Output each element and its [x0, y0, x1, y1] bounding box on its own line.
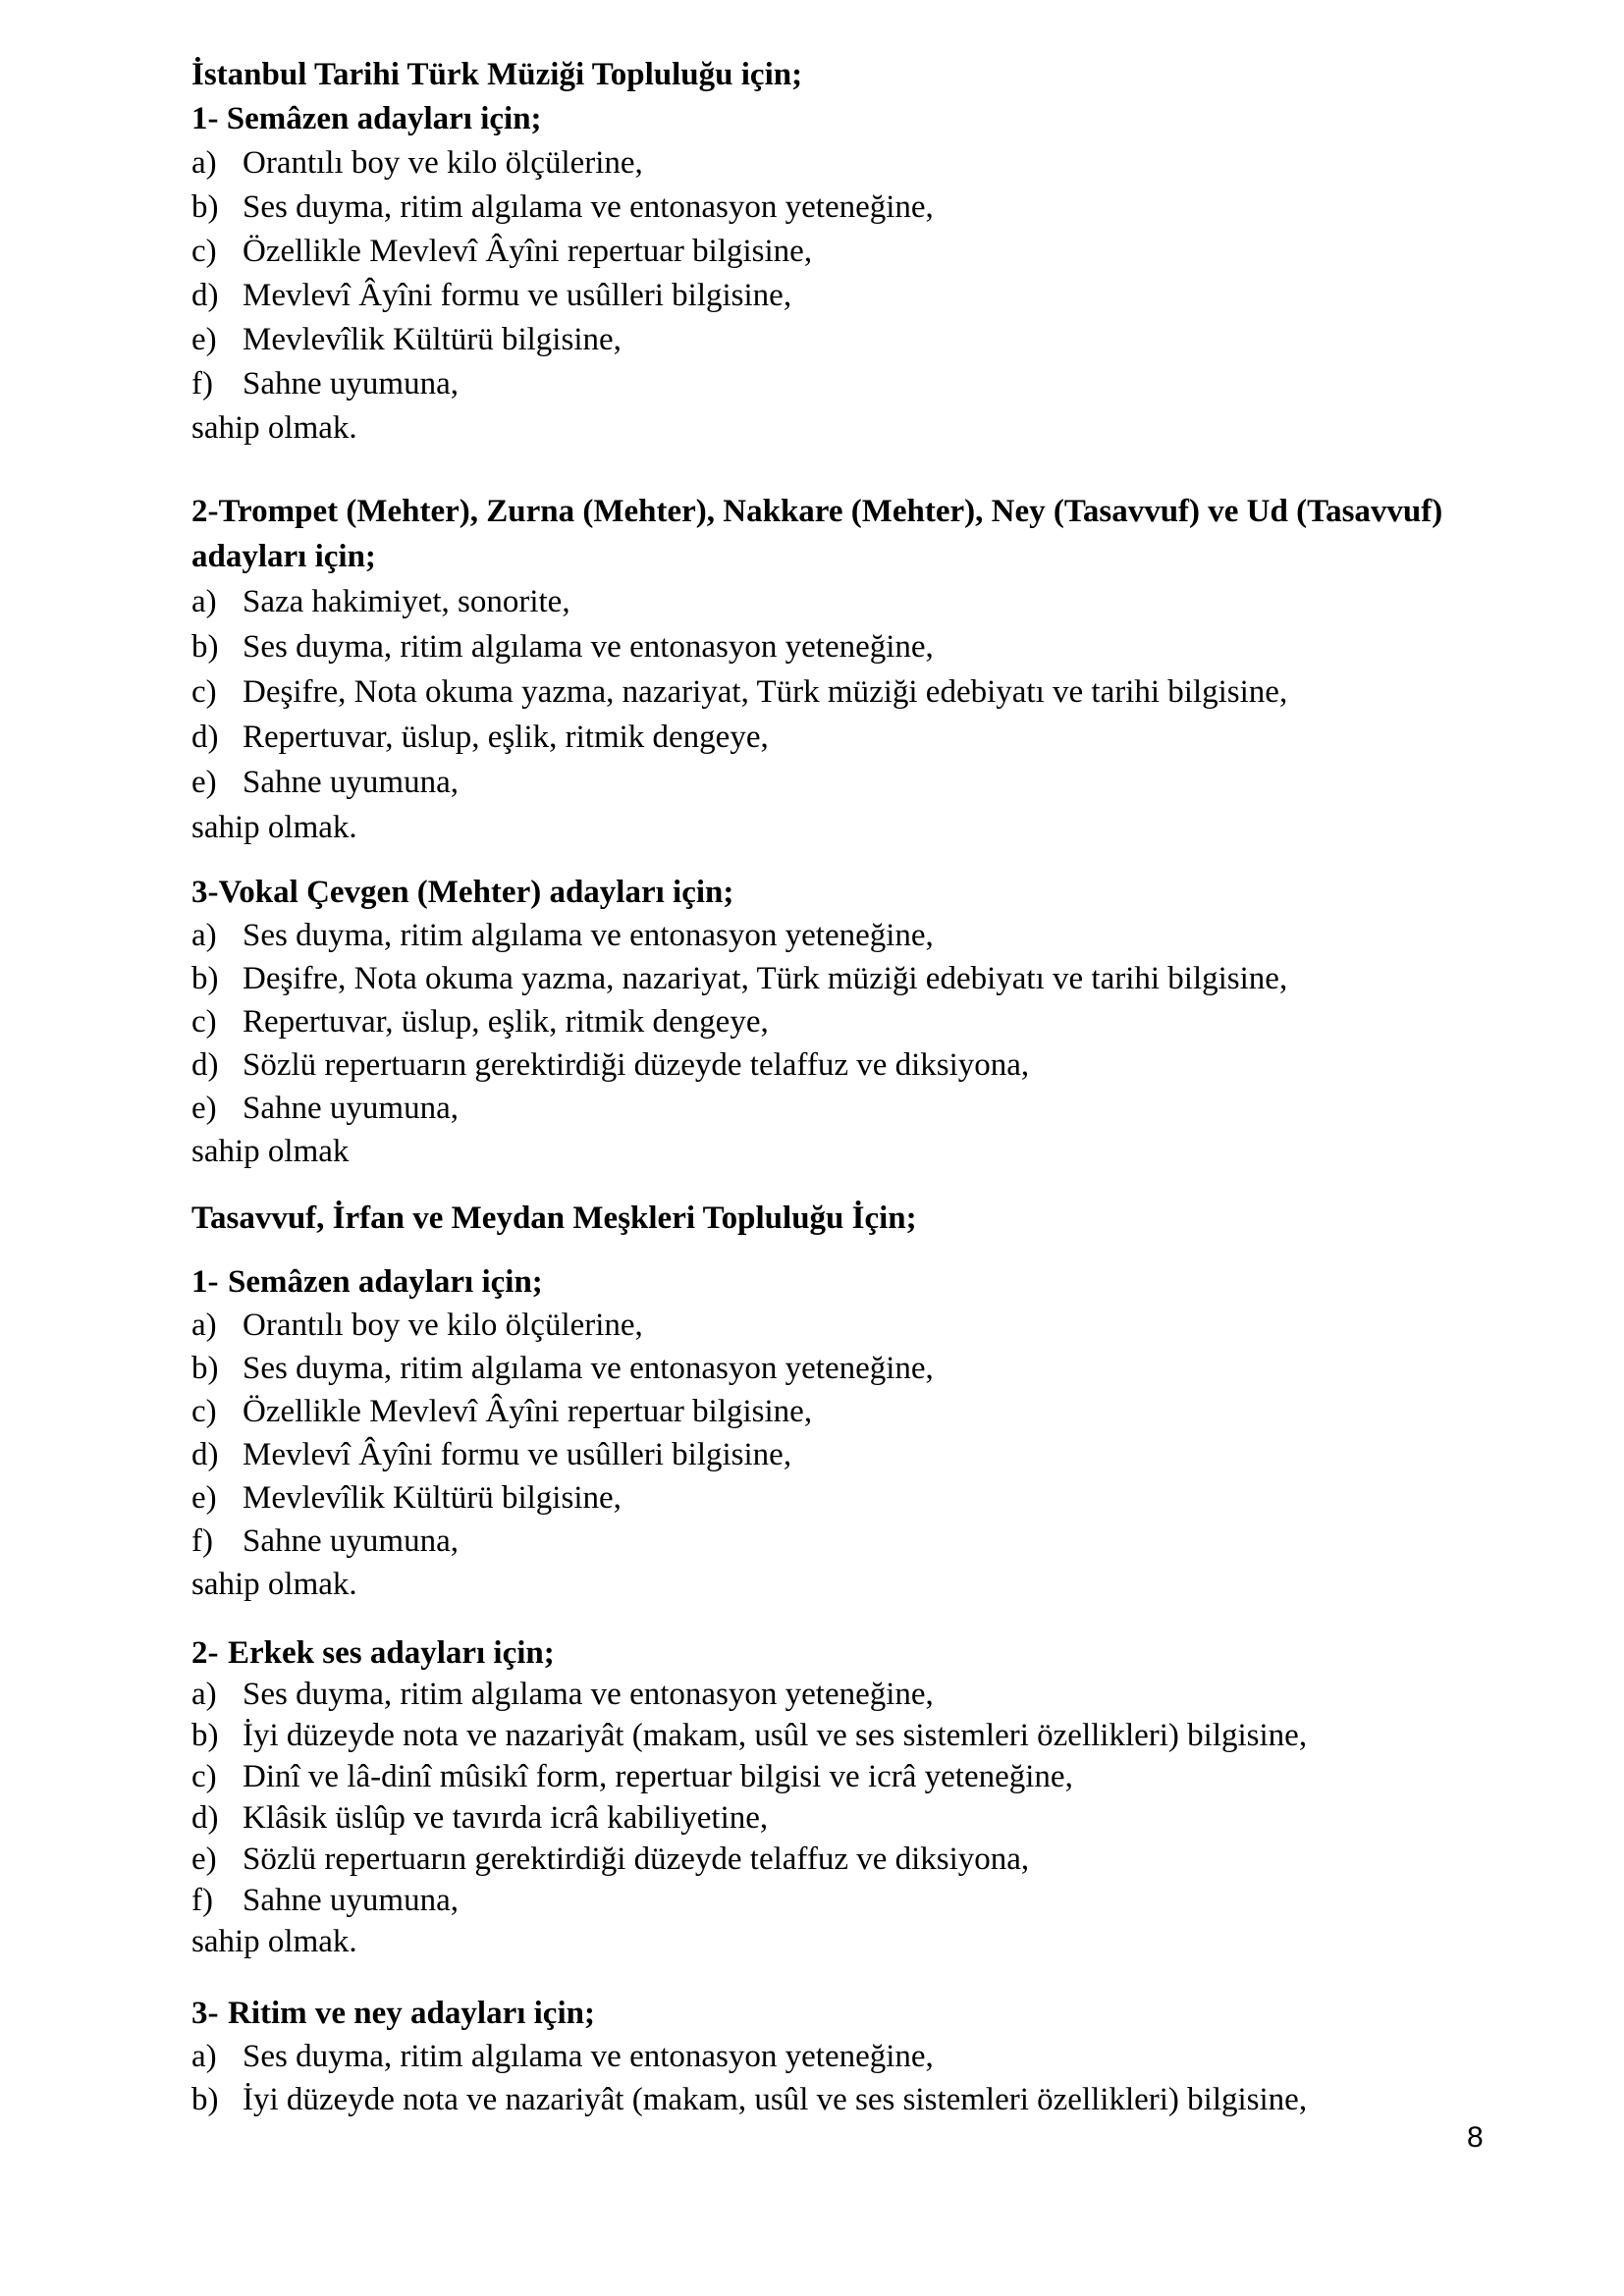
list-item [191, 579, 1467, 624]
section-vokal-cevgen [191, 871, 1467, 1173]
list-item [191, 715, 1467, 760]
list-marker: c) [191, 1394, 217, 1429]
list-marker: a) [191, 2039, 217, 2074]
list-marker: e) [191, 765, 217, 800]
list-marker: c) [191, 1759, 217, 1794]
list-marker: d) [191, 278, 219, 313]
list-item [191, 274, 1467, 318]
list-marker: a) [191, 1677, 217, 1712]
list-item [191, 1797, 1467, 1839]
list-text: Ses duyma, ritim algılama ve entonasyon yeteneğine, [243, 1677, 934, 1712]
group-title: Tasavvuf, İrfan ve Meydan Meşkleri Topluluğu İçin; [191, 1201, 917, 1236]
list-item [191, 318, 1467, 362]
list-marker: b) [191, 1718, 219, 1753]
list-item [191, 1433, 1467, 1476]
list-item [191, 1304, 1467, 1347]
list-marker: a) [191, 918, 217, 953]
section-ritim-ney [191, 1992, 1467, 2121]
list-marker: b) [191, 629, 219, 665]
list-item [191, 2078, 1467, 2121]
list-item [191, 1520, 1467, 1563]
section-number: 2- [191, 1635, 219, 1671]
closing-line: sahip olmak. [191, 1924, 357, 1959]
section-title-text: Semâzen adayları için; [228, 1264, 543, 1300]
list-item [191, 362, 1467, 406]
list-item [191, 230, 1467, 274]
list-text: Klâsik üslûp ve tavırda icrâ kabiliyetine, [243, 1800, 769, 1836]
closing-line: sahip olmak. [191, 1567, 357, 1602]
closing-line: sahip olmak [191, 1134, 350, 1169]
list-marker: f) [191, 1883, 213, 1918]
list-marker: a) [191, 145, 217, 181]
list-item [191, 760, 1467, 805]
list-item [191, 1839, 1467, 1880]
list-marker: e) [191, 1842, 217, 1877]
list-marker: d) [191, 1800, 219, 1836]
list-text: Ses duyma, ritim algılama ve entonasyon yeteneğine, [243, 1351, 934, 1386]
list-marker: c) [191, 1004, 217, 1040]
list-text: Sözlü repertuarın gerektirdiği düzeyde telaffuz ve diksiyona, [243, 1842, 1030, 1877]
section-title: İstanbul Tarihi Türk Müziği Topluluğu için; [191, 57, 803, 92]
list-text: Ses duyma, ritim algılama ve entonasyon yeteneğine, [243, 629, 934, 665]
list-item [191, 2035, 1467, 2078]
list-text: Orantılı boy ve kilo ölçülerine, [243, 1308, 643, 1343]
list-text: Saza hakimiyet, sonorite, [243, 584, 570, 619]
section-semazen-2 [191, 1260, 1467, 1606]
section-title [191, 1992, 1467, 2035]
list-marker: e) [191, 1091, 217, 1126]
list-marker: c) [191, 234, 217, 269]
list-text: Özellikle Mevlevî Âyîni repertuar bilgisine, [243, 1394, 813, 1429]
list-item [191, 1390, 1467, 1433]
list-marker: a) [191, 584, 217, 619]
list-text: Orantılı boy ve kilo ölçülerine, [243, 145, 643, 181]
list-text: İyi düzeyde nota ve nazariyât (makam, usûl ve ses sistemleri özellikleri) bilgisine, [243, 1718, 1308, 1753]
section-number: 3- [191, 1996, 219, 2031]
list-marker: d) [191, 1047, 219, 1083]
list-text: Mevlevî Âyîni formu ve usûlleri bilgisine, [243, 278, 792, 313]
list-marker: f) [191, 366, 213, 401]
list-item [191, 1347, 1467, 1390]
section-subtitle: 1- Semâzen adayları için; [191, 101, 542, 136]
list-item [191, 1756, 1467, 1797]
list-marker: b) [191, 1351, 219, 1386]
list-marker: d) [191, 720, 219, 755]
section-istanbul-tarihi [191, 53, 1467, 451]
closing-line: sahip olmak. [191, 810, 357, 845]
list-text: Sahne uyumuna, [243, 366, 459, 401]
list-item [191, 957, 1467, 1000]
section-title [191, 1632, 1467, 1674]
list-marker: b) [191, 961, 219, 996]
list-text: Ses duyma, ritim algılama ve entonasyon yeteneğine, [243, 189, 934, 225]
list-marker: d) [191, 1437, 219, 1472]
list-text: Özellikle Mevlevî Âyîni repertuar bilgisine, [243, 234, 813, 269]
list-marker: f) [191, 1523, 213, 1559]
list-text: Repertuvar, üslup, eşlik, ritmik dengeye, [243, 1004, 769, 1040]
list-item [191, 141, 1467, 186]
section-trompet-zurna-nakkare [191, 489, 1467, 850]
list-text: Sahne uyumuna, [243, 1091, 459, 1126]
list-item [191, 1043, 1467, 1087]
section-title-text: Ritim ve ney adayları için; [228, 1996, 595, 2031]
list-marker: e) [191, 322, 217, 357]
list-item [191, 914, 1467, 957]
section-title-text: Erkek ses adayları için; [228, 1635, 555, 1671]
list-text: Sözlü repertuarın gerektirdiği düzeyde telaffuz ve diksiyona, [243, 1047, 1030, 1083]
list-item [191, 1087, 1467, 1130]
list-marker: b) [191, 2082, 219, 2117]
section-title [191, 1260, 1467, 1304]
list-marker: c) [191, 674, 217, 710]
section-title: 3-Vokal Çevgen (Mehter) adayları için; [191, 875, 734, 910]
page-number: 8 [1467, 2121, 1484, 2154]
list-item [191, 1880, 1467, 1921]
list-text: Sahne uyumuna, [243, 1523, 459, 1559]
list-text: Repertuvar, üslup, eşlik, ritmik dengeye, [243, 720, 769, 755]
list-marker: a) [191, 1308, 217, 1343]
list-item [191, 624, 1467, 669]
list-marker: e) [191, 1480, 217, 1516]
section-title-line2: adayları için; [191, 539, 376, 574]
list-item [191, 669, 1467, 715]
list-text: Deşifre, Nota okuma yazma, nazariyat, Türk müziği edebiyatı ve tarihi bilgisine, [243, 961, 1288, 996]
list-text: Dinî ve lâ-dinî mûsikî form, repertuar bilgisi ve icrâ yeteneğine, [243, 1759, 1073, 1794]
list-text: Mevlevîlik Kültürü bilgisine, [243, 1480, 622, 1516]
list-text: Sahne uyumuna, [243, 1883, 459, 1918]
list-text: Sahne uyumuna, [243, 765, 459, 800]
list-text: Ses duyma, ritim algılama ve entonasyon yeteneğine, [243, 918, 934, 953]
list-text: Deşifre, Nota okuma yazma, nazariyat, Türk müziği edebiyatı ve tarihi bilgisine, [243, 674, 1288, 710]
section-title-line1: 2-Trompet (Mehter), Zurna (Mehter), Nakkare (Mehter), Ney (Tasavvuf) ve Ud (Tasavvuf) [191, 494, 1443, 529]
section-number: 1- [191, 1264, 219, 1300]
list-text: Mevlevî Âyîni formu ve usûlleri bilgisine, [243, 1437, 792, 1472]
list-text: Mevlevîlik Kültürü bilgisine, [243, 322, 622, 357]
closing-line: sahip olmak. [191, 410, 357, 446]
list-item [191, 1674, 1467, 1715]
list-item [191, 1000, 1467, 1043]
list-text: Ses duyma, ritim algılama ve entonasyon yeteneğine, [243, 2039, 934, 2074]
list-text: İyi düzeyde nota ve nazariyât (makam, usûl ve ses sistemleri özellikleri) bilgisine, [243, 2082, 1308, 2117]
list-item [191, 186, 1467, 230]
list-item [191, 1715, 1467, 1756]
list-item [191, 1476, 1467, 1520]
section-erkek-ses [191, 1632, 1467, 1962]
section-tasavvuf-heading [191, 1199, 1467, 1238]
list-marker: b) [191, 189, 219, 225]
